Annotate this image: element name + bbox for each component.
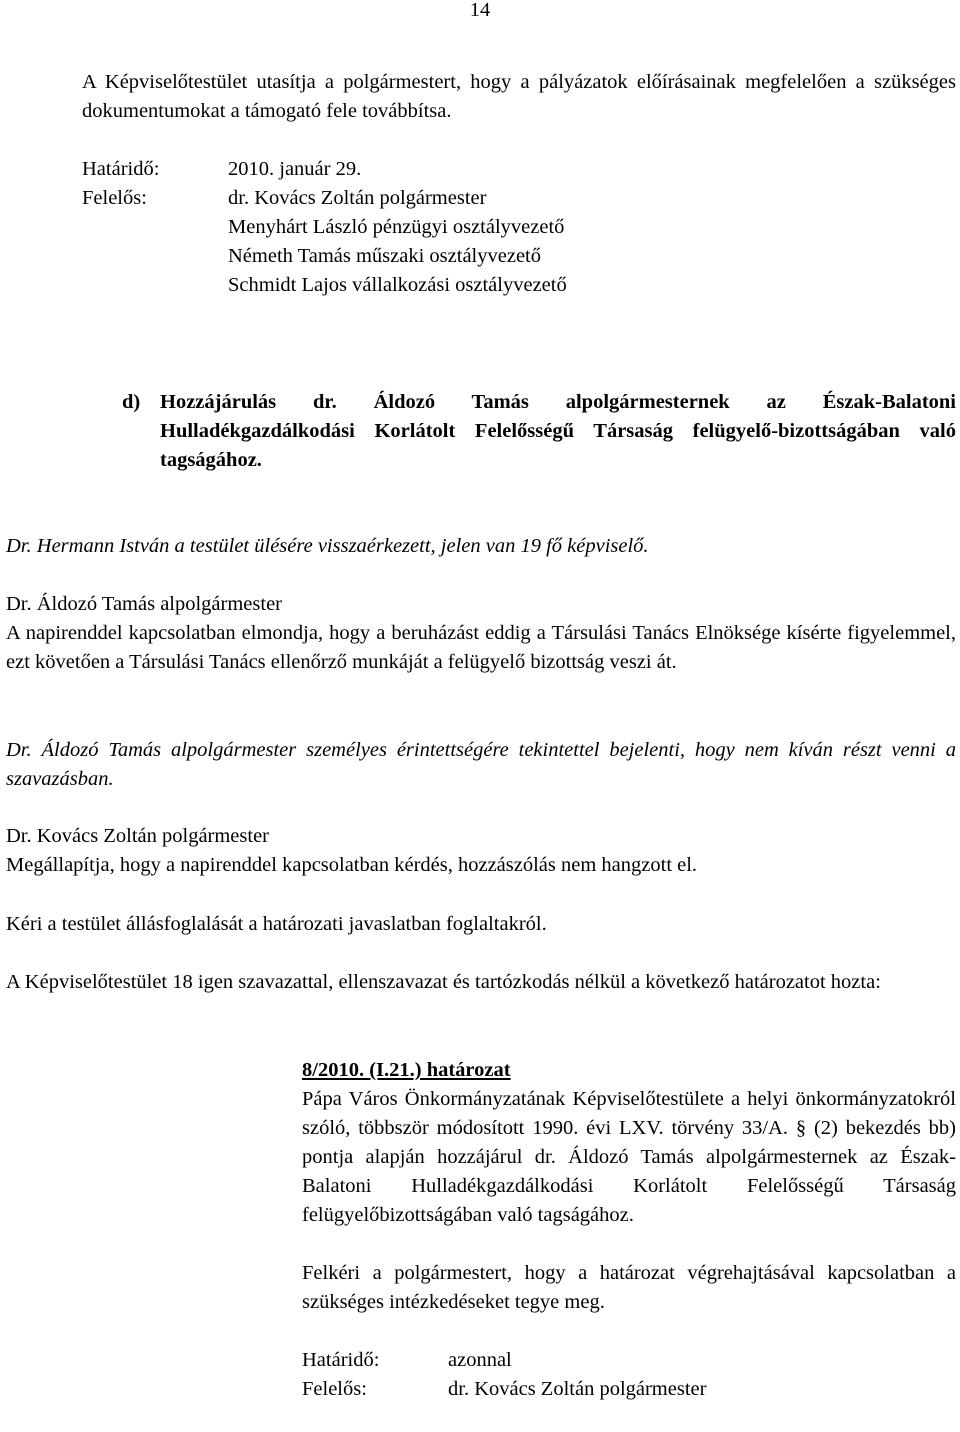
deadline-value: 2010. január 29. — [228, 158, 362, 180]
responsible-value: dr. Kovács Zoltán polgármester — [448, 1378, 707, 1400]
vote-paragraph: A Képviselőtestület 18 igen szavazattal, ellenszavazat és tartózkodás nélkül a következő határozatot hozta: — [6, 971, 881, 993]
resolution-responsible-row — [302, 1375, 956, 1404]
responsible-item: Németh Tamás műszaki osztályvezető — [228, 245, 541, 267]
request-paragraph: Kéri a testület állásfoglalását a határozati javaslatban foglaltakról. — [6, 913, 547, 935]
intro-responsible-row — [82, 184, 956, 300]
deadline-label: Határidő: — [302, 1349, 380, 1371]
responsible-list — [228, 184, 956, 300]
note-conflict: Dr. Áldozó Tamás alpolgármester személyes érintettségére tekintettel bejelenti, hogy nem kíván részt venni a szavazásban. — [6, 739, 956, 790]
intro-deadline-row — [82, 155, 956, 184]
resolution-deadline-row — [302, 1346, 956, 1375]
note-arrival: Dr. Hermann István a testület ülésére visszaérkezett, jelen van 19 fő képviselő. — [6, 535, 649, 557]
speaker-block-1 — [6, 590, 956, 677]
speaker-name: Dr. Áldozó Tamás alpolgármester — [6, 593, 282, 615]
responsible-label: Felelős: — [82, 187, 147, 209]
responsible-label: Felelős: — [302, 1378, 367, 1400]
resolution-deadline-block — [302, 1346, 956, 1404]
section-letter: d) — [122, 391, 141, 413]
resolution-block — [302, 1056, 956, 1404]
deadline-label: Határidő: — [82, 158, 160, 180]
speaker-text: Megállapítja, hogy a napirenddel kapcsolatban kérdés, hozzászólás nem hangzott el. — [6, 854, 698, 876]
responsible-item: Schmidt Lajos vállalkozási osztályvezető — [228, 274, 567, 296]
section-title: Hozzájárulás dr. Áldozó Tamás alpolgármesternek az Észak-Balatoni Hulladékgazdálkodási Korlátolt Felelősségű Társaság felügyelő-bizottságában való tagságához. — [160, 391, 956, 471]
resolution-instruction: Felkéri a polgármestert, hogy a határozat végrehajtásával kapcsolatban a szükséges intézkedéseket tegye meg. — [302, 1262, 956, 1313]
section-heading — [122, 388, 956, 475]
intro-deadline-block — [82, 155, 956, 300]
resolution-number: 8/2010. (I.21.) határozat — [302, 1059, 511, 1081]
responsible-item: Menyhárt László pénzügyi osztályvezető — [228, 216, 565, 238]
intro-paragraph: A Képviselőtestület utasítja a polgármestert, hogy a pályázatok előírásainak megfelelően a szükséges dokumentumokat a támogató fele továbbítsa. — [82, 71, 956, 122]
deadline-value: azonnal — [448, 1349, 512, 1371]
page-number: 14 — [469, 0, 491, 21]
speaker-block-2 — [6, 822, 956, 880]
speaker-name: Dr. Kovács Zoltán polgármester — [6, 825, 270, 847]
resolution-text: Pápa Város Önkormányzatának Képviselőtestülete a helyi önkormányzatokról szóló, többször módosított 1990. évi LXV. törvény 33/A. § (2) bekezdés bb) pontja alapján hozzájárul dr. Áldozó Tamás alpolgármesternek az Észak-Balatoni Hulladékgazdálkodási Korlátolt Felelősségű Társaság felügyelőbizottságában való tagságához. — [302, 1088, 956, 1226]
speaker-text: A napirenddel kapcsolatban elmondja, hogy a beruházást eddig a Társulási Tanács Elnöksége kísérte figyelemmel, ezt követően a Társulási Tanács ellenőrző munkáját a felügyelő bizottság veszi át. — [6, 622, 956, 673]
responsible-item: dr. Kovács Zoltán polgármester — [228, 187, 487, 209]
